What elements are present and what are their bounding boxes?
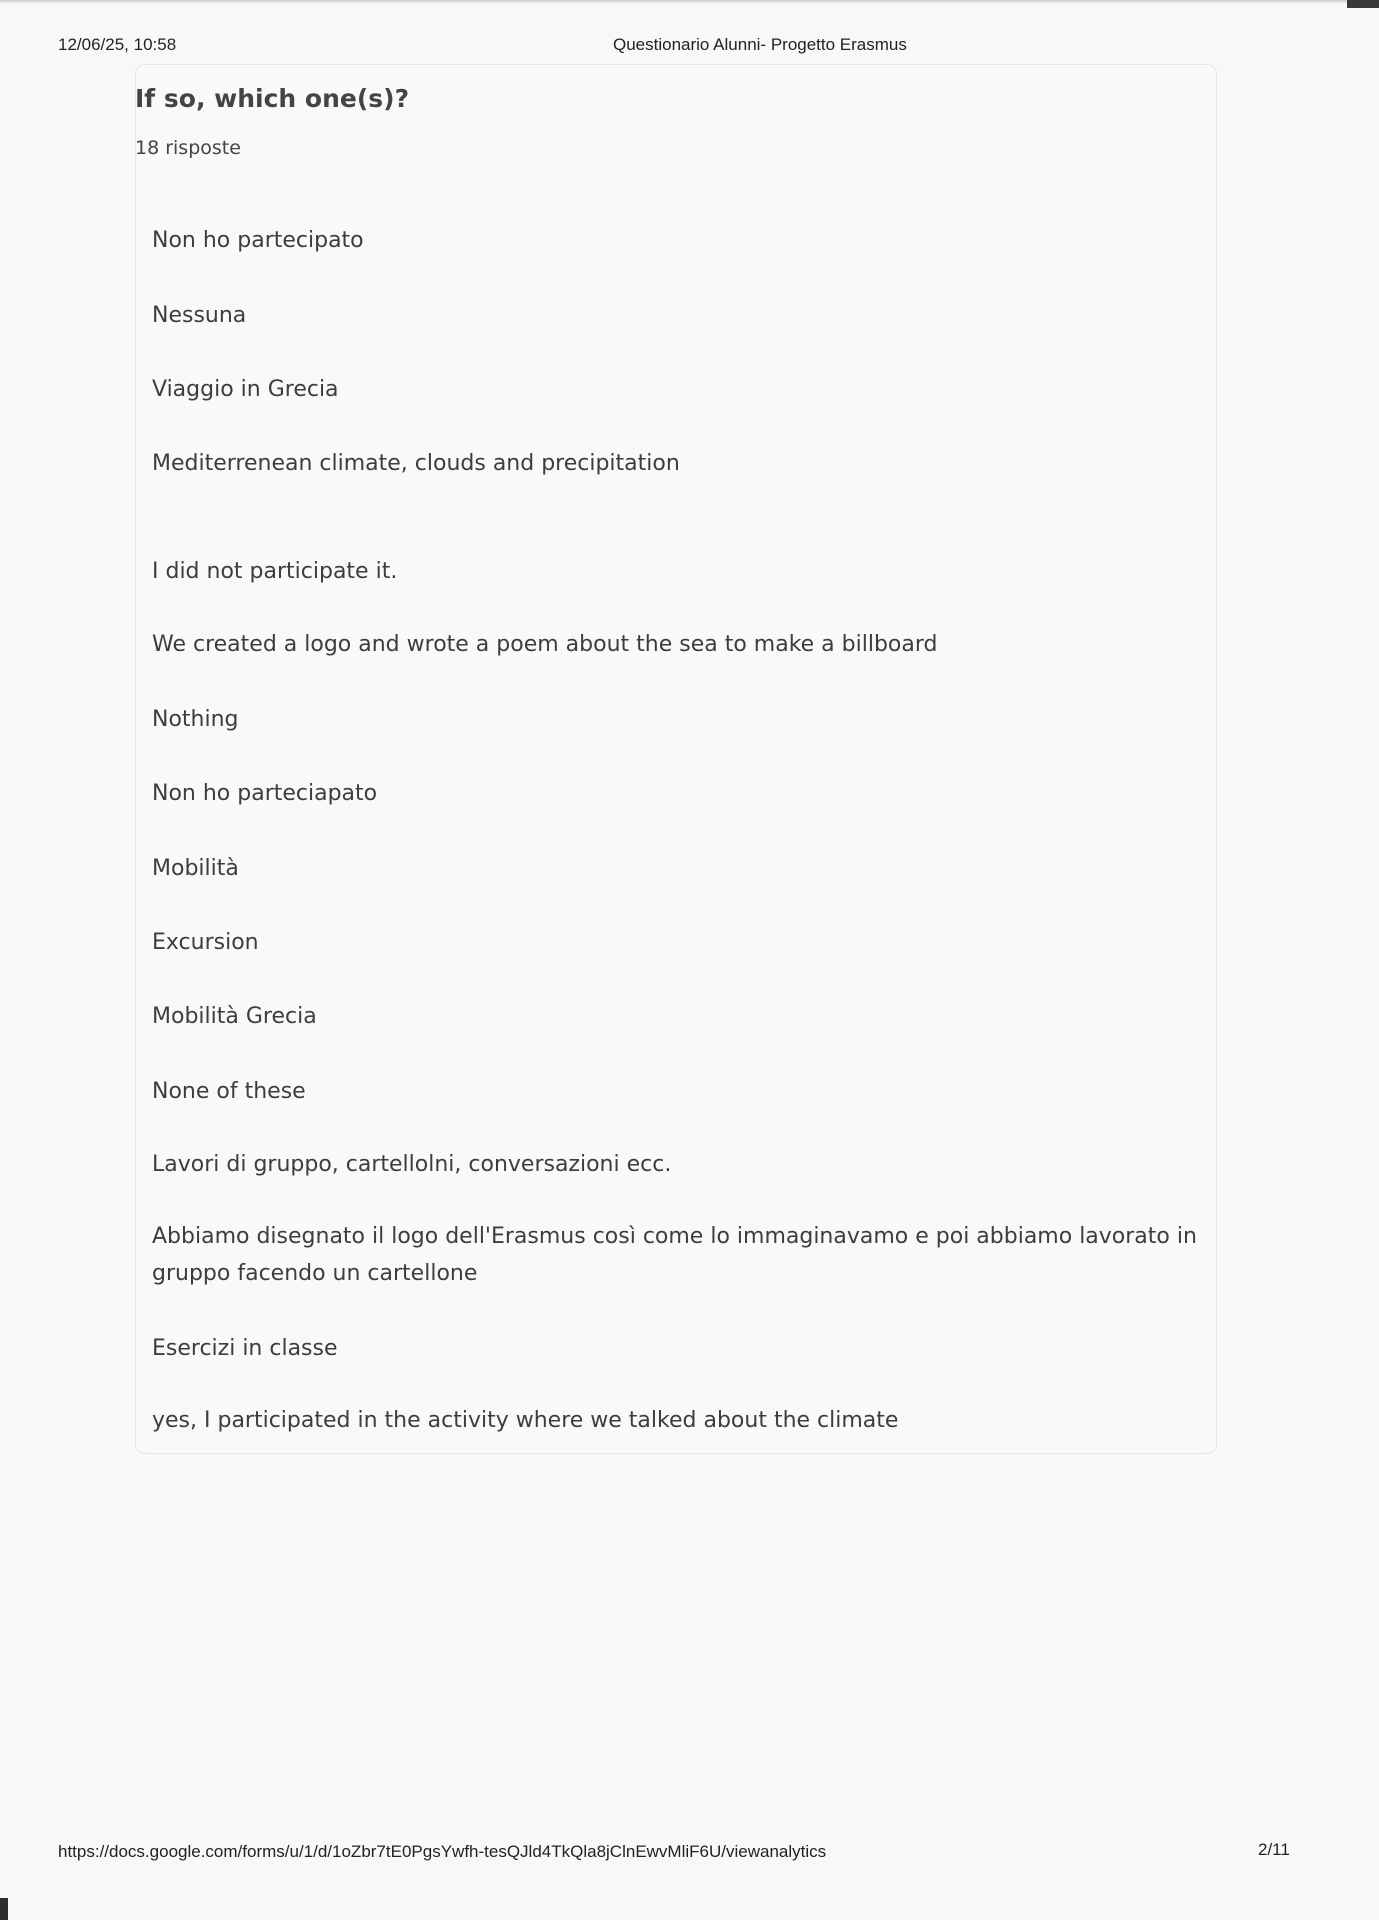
page-number: 2/11: [1258, 1840, 1290, 1859]
answer-item: Nothing: [152, 707, 239, 732]
answer-item: Non ho partecipato: [152, 228, 364, 253]
scan-mark: [0, 1898, 8, 1920]
answer-item: yes, I participated in the activity where we talked about the climate: [152, 1408, 899, 1433]
answer-item: Mobilità Grecia: [152, 1004, 317, 1029]
answer-item: Abbiamo disegnato il logo dell'Erasmus così come lo immaginavamo e poi abbiamo lavorato in gruppo facendo un cartellone: [152, 1224, 1197, 1286]
answer-item: Excursion: [152, 930, 259, 955]
answer-item: Viaggio in Grecia: [152, 377, 339, 402]
print-header: [58, 35, 1288, 55]
answer-item: Nessuna: [152, 303, 247, 328]
document-title: Questionario Alunni- Progetto Erasmus: [613, 35, 907, 54]
question-title: If so, which one(s)?: [135, 84, 410, 113]
print-datetime: 12/06/25, 10:58: [58, 35, 177, 54]
answer-item: Lavori di gruppo, cartellolni, conversazioni ecc.: [152, 1152, 672, 1177]
scan-edge: [0, 0, 1379, 3]
answer-item: I did not participate it.: [152, 559, 398, 584]
answer-item: Esercizi in classe: [152, 1336, 338, 1361]
answer-item: Mediterrenean climate, clouds and precipitation: [152, 451, 680, 476]
answer-item: Mobilità: [152, 856, 239, 881]
answer-item: Non ho parteciapato: [152, 781, 378, 806]
answer-item: We created a logo and wrote a poem about the sea to make a billboard: [152, 632, 938, 657]
response-count: 18 risposte: [135, 137, 241, 159]
page-url: https://docs.google.com/forms/u/1/d/1oZbr7tE0PgsYwfh-tesQJld4TkQla8jClnEwvMliF6U/viewanalytics: [58, 1842, 827, 1861]
answer-item: None of these: [152, 1079, 306, 1104]
scan-mark: [1347, 0, 1379, 8]
